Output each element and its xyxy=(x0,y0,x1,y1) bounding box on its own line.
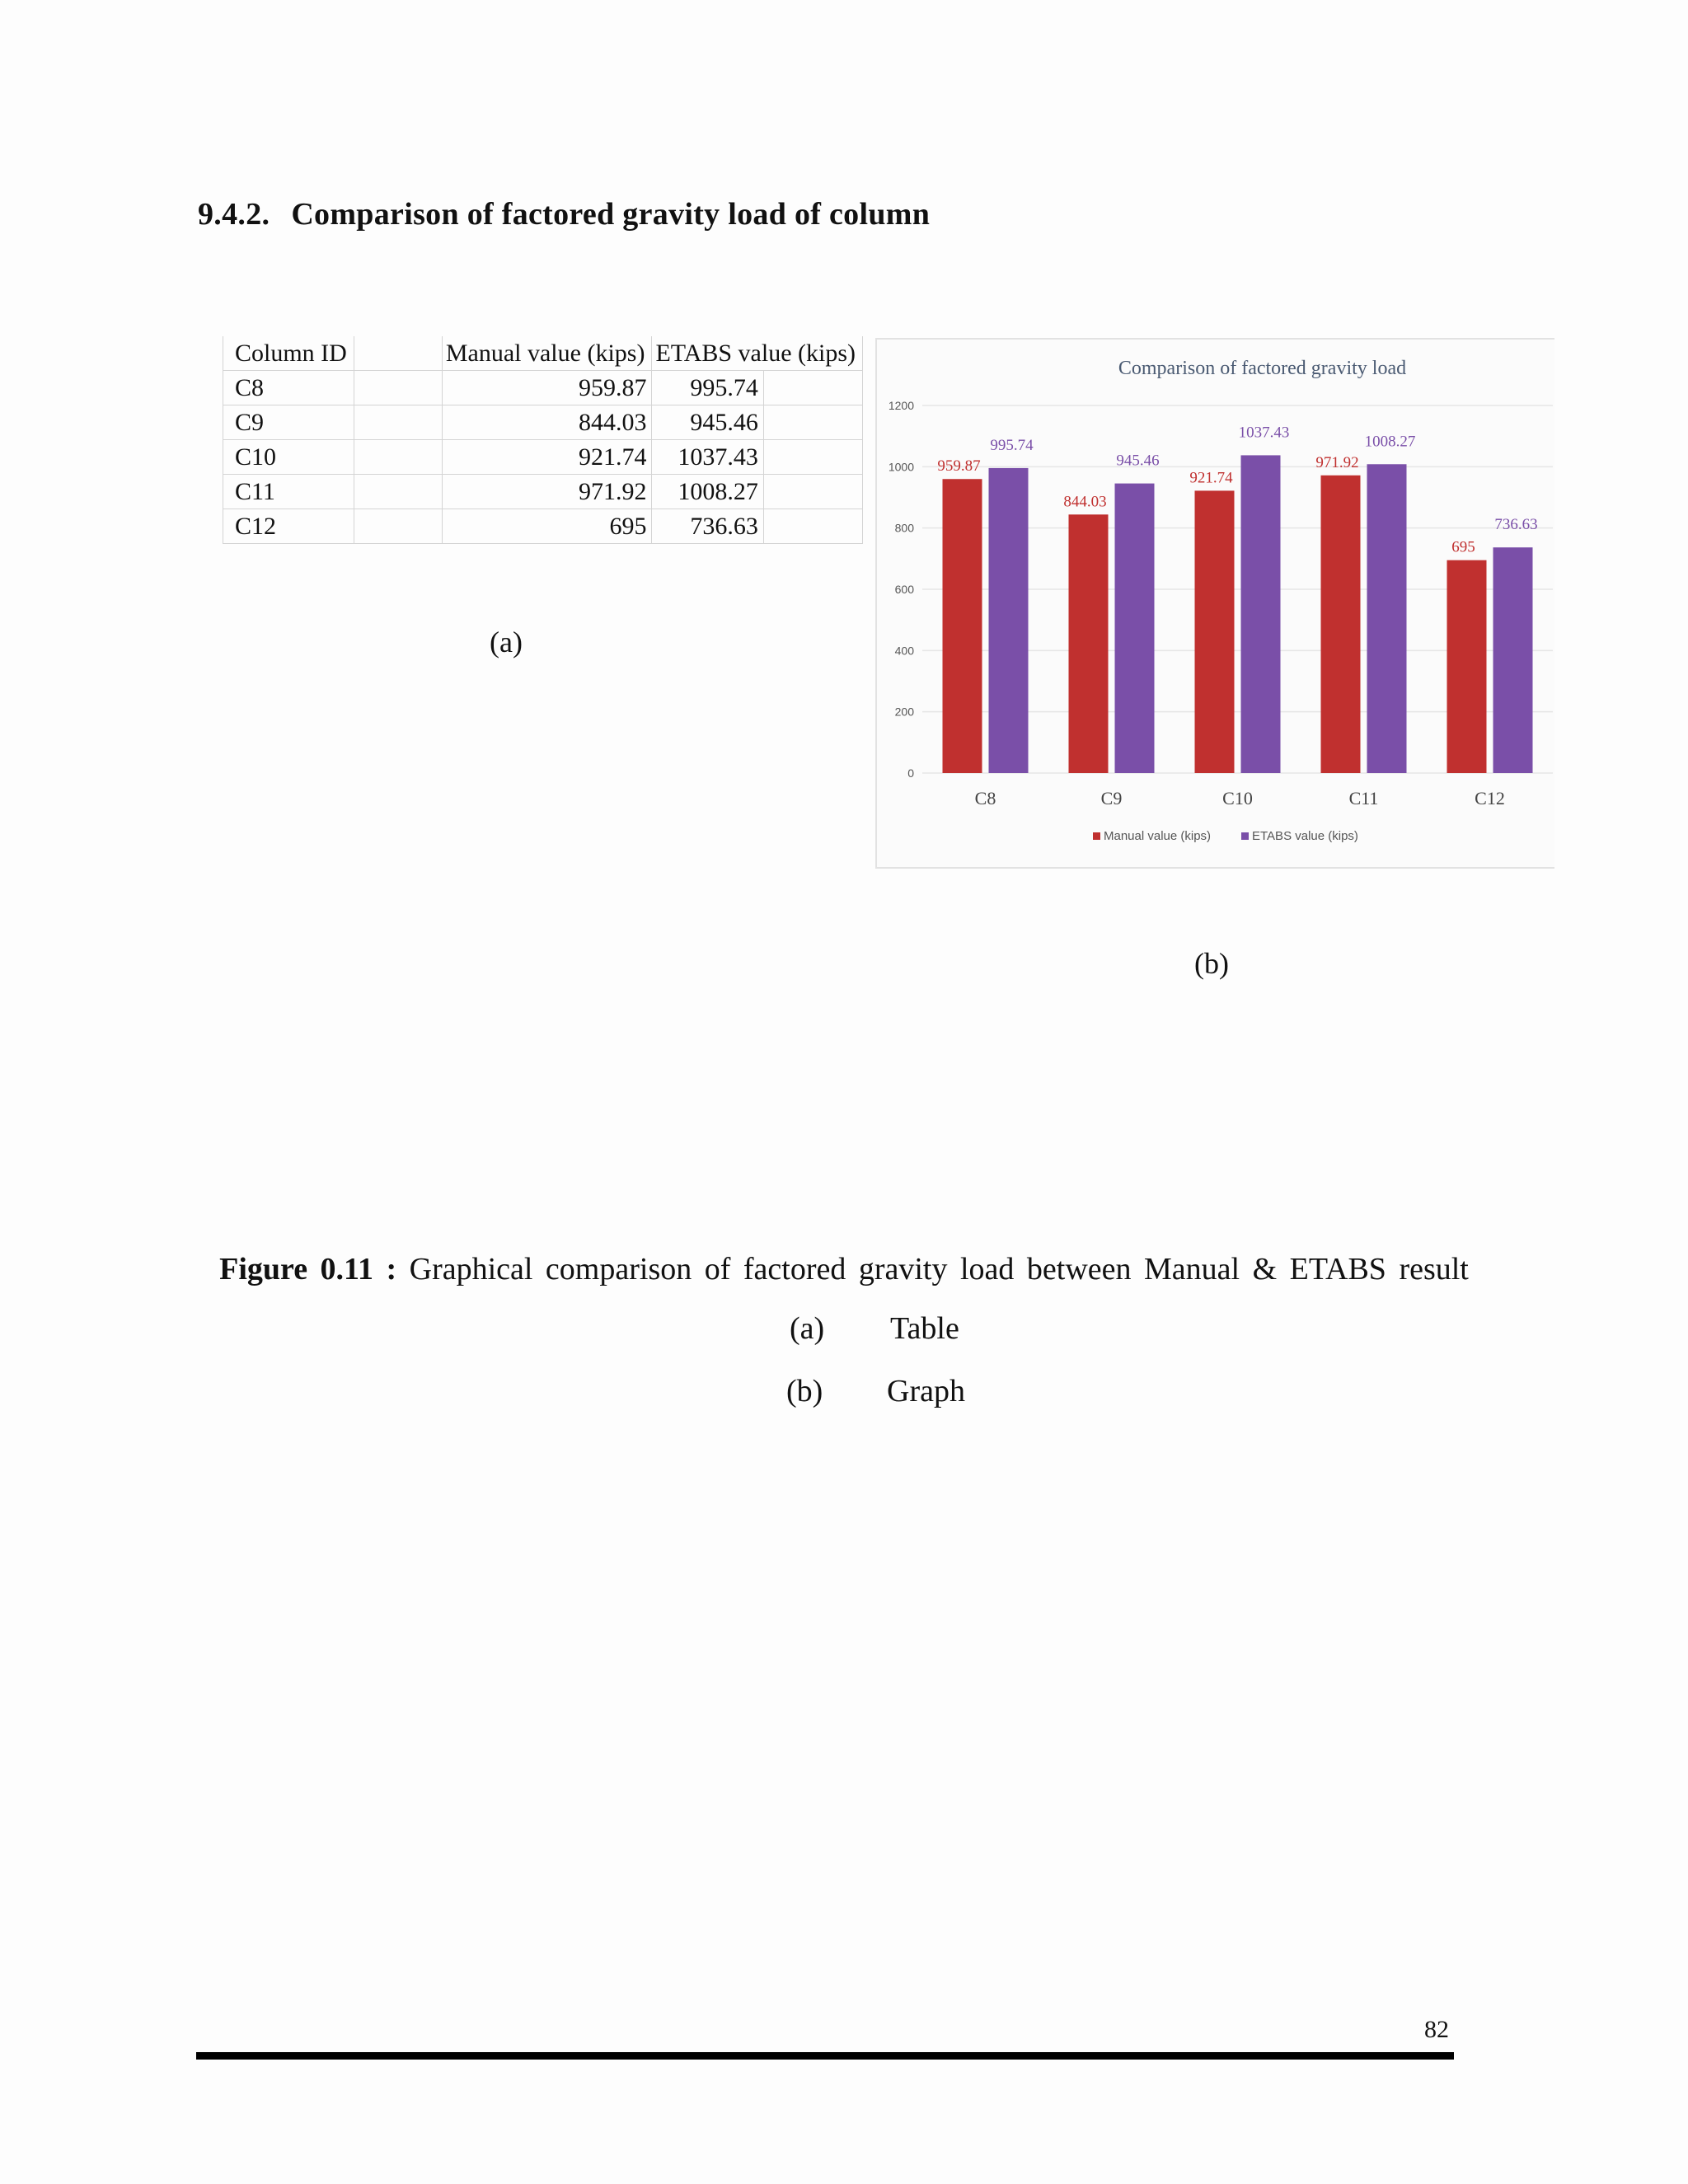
header-etabs: ETABS value (kips) xyxy=(652,336,863,371)
legend-swatch xyxy=(1093,832,1100,840)
table-row xyxy=(223,371,863,405)
cell-column-id: C10 xyxy=(223,440,354,475)
section-number: 9.4.2. xyxy=(198,197,270,232)
figure-caption xyxy=(0,1251,1688,1287)
data-label: 736.63 xyxy=(1494,516,1538,534)
data-label: 995.74 xyxy=(990,436,1034,454)
legend-label: ETABS value (kips) xyxy=(1252,829,1358,843)
subfigure-label-a: (a) xyxy=(490,626,523,658)
cell-etabs: 1008.27 xyxy=(652,475,763,509)
cell-etabs: 945.46 xyxy=(652,405,763,440)
x-tick-label: C12 xyxy=(1475,788,1505,808)
bar-chart-svg xyxy=(877,340,1554,867)
section-heading xyxy=(198,196,930,232)
bar-chart xyxy=(875,338,1554,869)
y-tick-label: 0 xyxy=(907,766,914,780)
data-label: 844.03 xyxy=(1063,493,1107,511)
figure-caption-text: Graphical comparison of factored gravity load between Manual & ETABS result xyxy=(409,1252,1469,1286)
data-label: 695 xyxy=(1451,538,1475,556)
data-label: 959.87 xyxy=(937,457,981,476)
bar xyxy=(1069,514,1109,773)
bar xyxy=(943,479,982,773)
x-tick-label: C10 xyxy=(1222,788,1253,808)
bar xyxy=(1493,547,1533,773)
table-header-row xyxy=(223,336,863,371)
data-label: 945.46 xyxy=(1116,452,1160,470)
bar xyxy=(1367,464,1407,773)
data-label: 971.92 xyxy=(1315,453,1359,471)
cell-etabs: 736.63 xyxy=(652,509,763,544)
data-label: 921.74 xyxy=(1189,469,1233,487)
y-tick-label: 200 xyxy=(894,705,914,719)
table-row xyxy=(223,509,863,544)
bar xyxy=(1115,484,1155,773)
cell-manual: 959.87 xyxy=(442,371,652,405)
table-row xyxy=(223,440,863,475)
cell-manual: 971.92 xyxy=(442,475,652,509)
cell-etabs: 995.74 xyxy=(652,371,763,405)
cell-column-id: C11 xyxy=(223,475,354,509)
subcaption-text: Graph xyxy=(887,1374,965,1408)
comparison-table xyxy=(223,336,863,544)
table-row xyxy=(223,405,863,440)
chart-title: Comparison of factored gravity load xyxy=(1118,358,1407,379)
y-tick-label: 600 xyxy=(894,583,914,596)
bar xyxy=(989,468,1029,773)
bar xyxy=(1447,560,1487,773)
figure-subcaption-a xyxy=(790,1310,959,1347)
x-tick-label: C11 xyxy=(1348,788,1379,808)
cell-column-id: C9 xyxy=(223,405,354,440)
subfigure-label-b: (b) xyxy=(1194,947,1229,980)
bar xyxy=(1195,490,1235,773)
footer-rule xyxy=(196,2052,1454,2060)
data-label: 1037.43 xyxy=(1238,424,1290,442)
cell-column-id: C12 xyxy=(223,509,354,544)
figure-label: Figure 0.11 : xyxy=(219,1252,397,1286)
table-row xyxy=(223,475,863,509)
subcaption-text: Table xyxy=(890,1311,959,1346)
x-tick-label: C8 xyxy=(974,788,996,808)
cell-etabs: 1037.43 xyxy=(652,440,763,475)
legend-swatch xyxy=(1241,832,1249,840)
page-number: 82 xyxy=(1424,2016,1449,2043)
cell-manual: 695 xyxy=(442,509,652,544)
data-label: 1008.27 xyxy=(1364,433,1416,451)
subcaption-label: (b) xyxy=(786,1374,823,1408)
bar xyxy=(1241,455,1281,773)
y-tick-label: 1000 xyxy=(888,460,914,474)
subcaption-label: (a) xyxy=(790,1311,825,1346)
x-tick-label: C9 xyxy=(1100,788,1123,808)
cell-column-id: C8 xyxy=(223,371,354,405)
bar xyxy=(1321,476,1361,773)
header-manual: Manual value (kips) xyxy=(442,336,652,371)
y-tick-label: 800 xyxy=(894,521,914,535)
y-tick-label: 1200 xyxy=(888,399,914,412)
legend-label: Manual value (kips) xyxy=(1104,829,1212,843)
cell-manual: 844.03 xyxy=(442,405,652,440)
figure-subcaption-b xyxy=(786,1373,965,1409)
y-tick-label: 400 xyxy=(894,644,914,658)
section-title: Comparison of factored gravity load of column xyxy=(291,197,931,232)
cell-manual: 921.74 xyxy=(442,440,652,475)
header-column-id: Column ID xyxy=(223,336,354,371)
